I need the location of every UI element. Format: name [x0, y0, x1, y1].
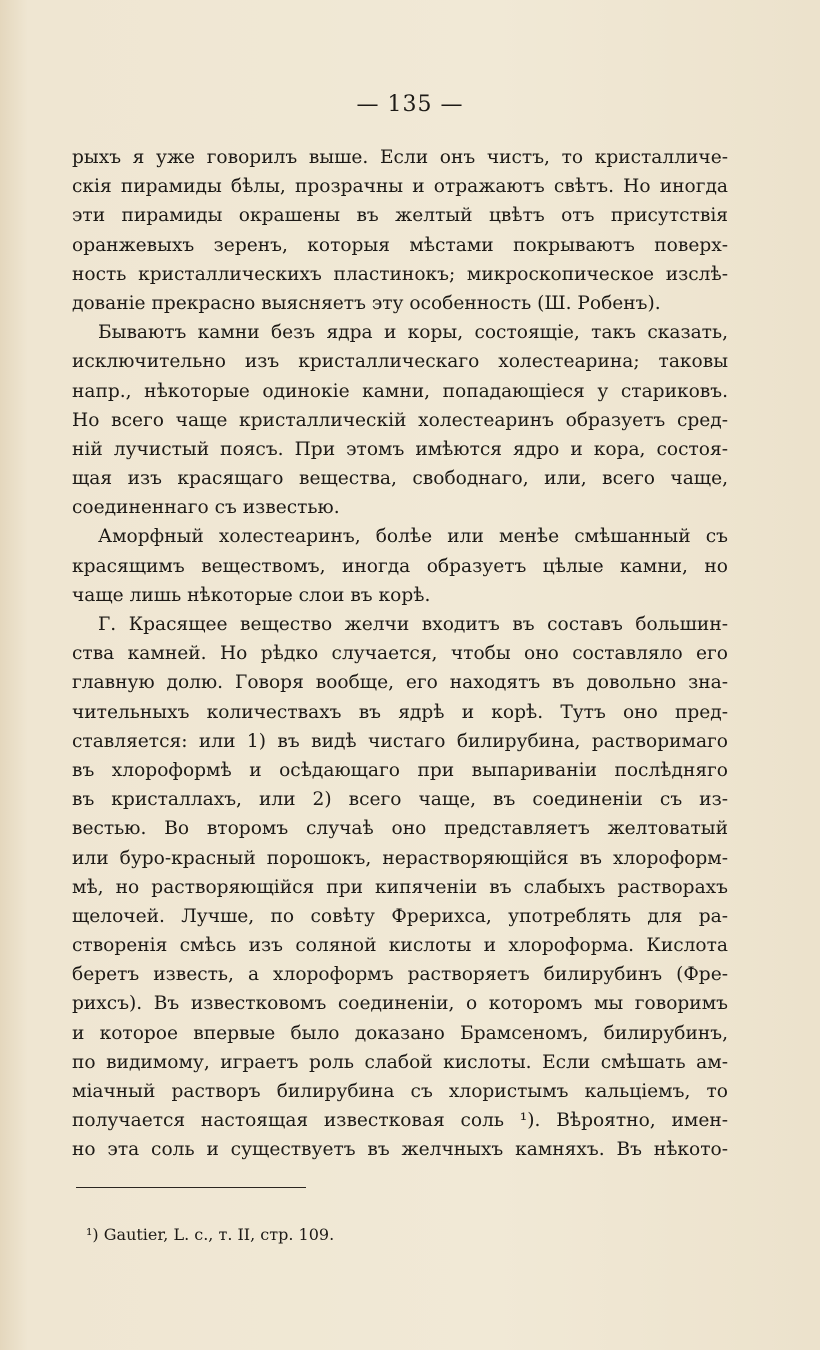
text-line: но эта соль и существуетъ въ желчныхъ камняхъ. Въ нѣкото- [72, 1139, 728, 1161]
text-line: по видимому, играетъ роль слабой кислоты. Если смѣшать ам- [72, 1051, 728, 1073]
text-line: дованіе прекрасно выясняетъ эту особенность (Ш. Робенъ). [72, 292, 661, 314]
text-line: мѣ, но растворяющійся при кипяченіи въ слабыхъ растворахъ [72, 876, 728, 898]
text-line: створенія смѣсь изъ соляной кислоты и хлороформа. Кислота [72, 935, 728, 957]
text-line: главную долю. Говоря вообще, его находятъ въ довольно зна- [72, 672, 728, 694]
main-text [72, 143, 728, 1165]
text-line: и которое впервые было доказано Брамсеномъ, билирубинъ, [72, 1022, 728, 1044]
text-line: ній лучистый поясъ. При этомъ имѣются ядро и кора, состоя- [72, 438, 728, 460]
text-line: или буро-красный порошокъ, нерастворяющійся въ хлороформ- [72, 847, 728, 869]
text-line: щая изъ красящаго вещества, свободнаго, или, всего чаще, [72, 468, 728, 490]
text-line: рыхъ я уже говорилъ выше. Если онъ чистъ, то кристалличе- [72, 147, 728, 168]
text-line: чаще лишь нѣкоторые слои въ корѣ. [72, 584, 431, 606]
text-line: міачный растворъ билирубина съ хлористымъ кальціемъ, то [72, 1081, 728, 1102]
text-line: въ хлороформѣ и осѣдающаго при выпариваніи послѣдняго [72, 759, 728, 781]
page-number-header: — 135 — [356, 92, 464, 117]
text-line: соединеннаго съ известью. [72, 497, 340, 519]
text-line: эти пирамиды окрашены въ желтый цвѣтъ отъ присутствія [72, 205, 728, 227]
text-line: красящимъ веществомъ, иногда образуетъ цѣлые камни, но [72, 555, 728, 577]
text-line: исключительно изъ кристаллическаго холестеарина; таковы [72, 351, 728, 373]
text-line: Бываютъ камни безъ ядра и коры, состоящіе, такъ сказать, [98, 322, 728, 344]
text-line: ставляется: или 1) въ видѣ чистаго билирубина, растворимаго [72, 730, 728, 752]
text-line: щелочей. Лучше, по совѣту Фрерихса, употреблять для ра- [72, 905, 728, 927]
text-line: ность кристаллическихъ пластинокъ; микроскопическое изслѣ- [72, 263, 728, 285]
text-line: Аморфный холестеаринъ, болѣе или менѣе смѣшанный съ [98, 526, 728, 548]
text-line: получается настоящая известковая соль ¹). Вѣроятно, имен- [72, 1110, 728, 1132]
text-line: вестью. Во второмъ случаѣ оно представляетъ желтоватый [72, 818, 728, 840]
text-line: въ кристаллахъ, или 2) всего чаще, въ соединеніи съ из- [72, 789, 728, 811]
text-line: Но всего чаще кристаллическій холестеаринъ образуетъ сред- [72, 409, 728, 431]
text-line: оранжевыхъ зеренъ, которыя мѣстами покрываютъ поверх- [72, 234, 728, 256]
text-line: беретъ известь, а хлороформъ растворяетъ билирубинъ (Фре- [72, 964, 728, 986]
text-line: скія пирамиды бѣлы, прозрачны и отражаютъ свѣтъ. Но иногда [72, 176, 728, 198]
text-line: ства камней. Но рѣдко случается, чтобы оно составляло его [72, 643, 728, 665]
footnote: ¹) Gautier, L. c., т. II, стр. 109. [86, 1225, 335, 1244]
text-line: чительныхъ количествахъ въ ядрѣ и корѣ. Тутъ оно пред- [72, 701, 728, 723]
footnote-rule [76, 1187, 306, 1188]
text-line: рихсъ). Въ известковомъ соединеніи, о которомъ мы говоримъ [72, 993, 728, 1015]
text-line: напр., нѣкоторые одинокіе камни, попадающіеся у стариковъ. [72, 380, 728, 402]
text-line: Г. Красящее вещество желчи входитъ въ составъ большин- [98, 614, 728, 635]
